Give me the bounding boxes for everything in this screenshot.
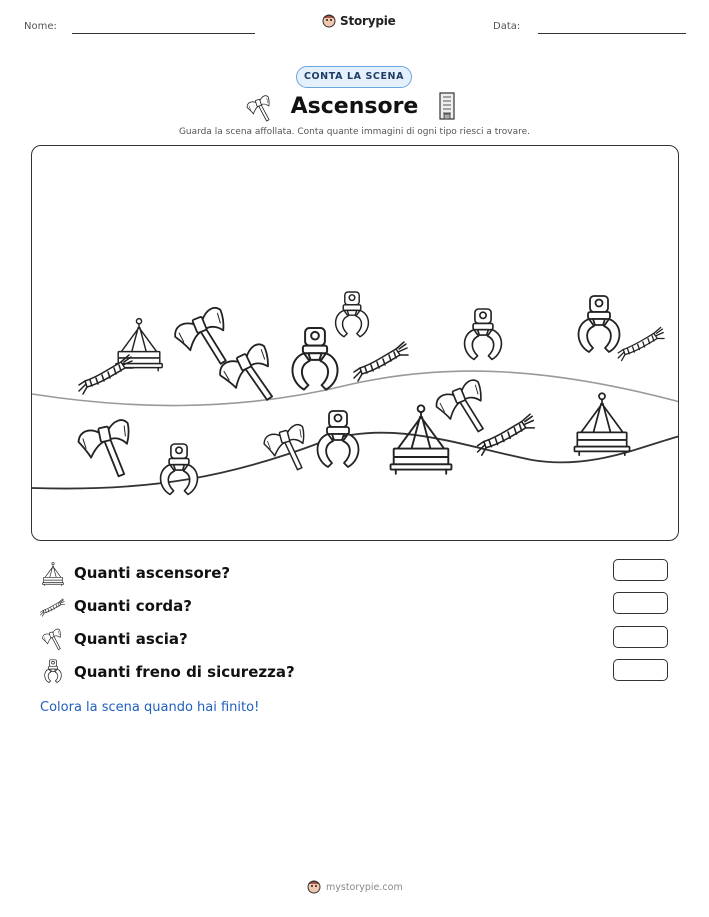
rope-icon xyxy=(618,327,664,360)
axe-icon xyxy=(215,342,285,413)
brand-logo xyxy=(322,14,396,28)
rope-icon xyxy=(79,355,133,394)
question-label: Quanti ascensore? xyxy=(74,564,231,582)
question-row-axe xyxy=(40,626,188,652)
page-title: Ascensore xyxy=(290,94,419,119)
question-row-safety-brake xyxy=(40,659,295,685)
site-url: mystorypie.com xyxy=(326,881,403,893)
axe-icon xyxy=(261,423,312,476)
date-label: Data: xyxy=(493,21,521,32)
axe-icon xyxy=(432,378,495,442)
elevator-car-icon xyxy=(574,393,629,455)
site-footer xyxy=(307,880,403,894)
brand-name: Storypie xyxy=(340,14,396,28)
axe-icon xyxy=(40,626,66,652)
elevator-building-icon xyxy=(438,92,456,120)
safety-brake-icon xyxy=(292,328,337,390)
safety-brake-icon xyxy=(318,411,359,467)
safety-brake-icon xyxy=(579,296,620,352)
name-field[interactable] xyxy=(72,33,255,34)
elevator-car-icon xyxy=(40,560,66,586)
safety-brake-icon xyxy=(336,292,369,337)
counting-scene xyxy=(31,145,679,541)
elevator-car-icon xyxy=(116,319,162,371)
question-label: Quanti corda? xyxy=(74,597,192,615)
safety-brake-icon xyxy=(465,309,502,359)
name-label: Nome: xyxy=(24,21,57,32)
storypie-mascot-icon xyxy=(322,14,336,28)
answer-box-elevator[interactable] xyxy=(613,559,668,581)
safety-brake-icon xyxy=(40,659,66,685)
answer-box-axe[interactable] xyxy=(613,626,668,648)
question-row-elevator xyxy=(40,560,230,586)
safety-brake-icon xyxy=(161,444,198,494)
axe-icon xyxy=(76,419,138,483)
rope-icon xyxy=(478,414,535,455)
question-label: Quanti ascia? xyxy=(74,630,188,648)
scene-drawing xyxy=(32,146,679,541)
activity-badge: CONTA LA SCENA xyxy=(296,66,412,88)
question-label: Quanti freno di sicurezza? xyxy=(74,663,295,681)
question-row-rope xyxy=(40,593,192,619)
answer-box-safety-brake[interactable] xyxy=(613,659,668,681)
instructions: Guarda la scena affollata. Conta quante immagini di ogni tipo riesci a trovare. xyxy=(178,127,531,137)
answer-box-rope[interactable] xyxy=(613,592,668,614)
coloring-note: Colora la scena quando hai finito! xyxy=(40,700,260,715)
date-field[interactable] xyxy=(538,33,686,34)
storypie-mascot-icon xyxy=(307,880,321,894)
rope-icon xyxy=(40,593,66,619)
